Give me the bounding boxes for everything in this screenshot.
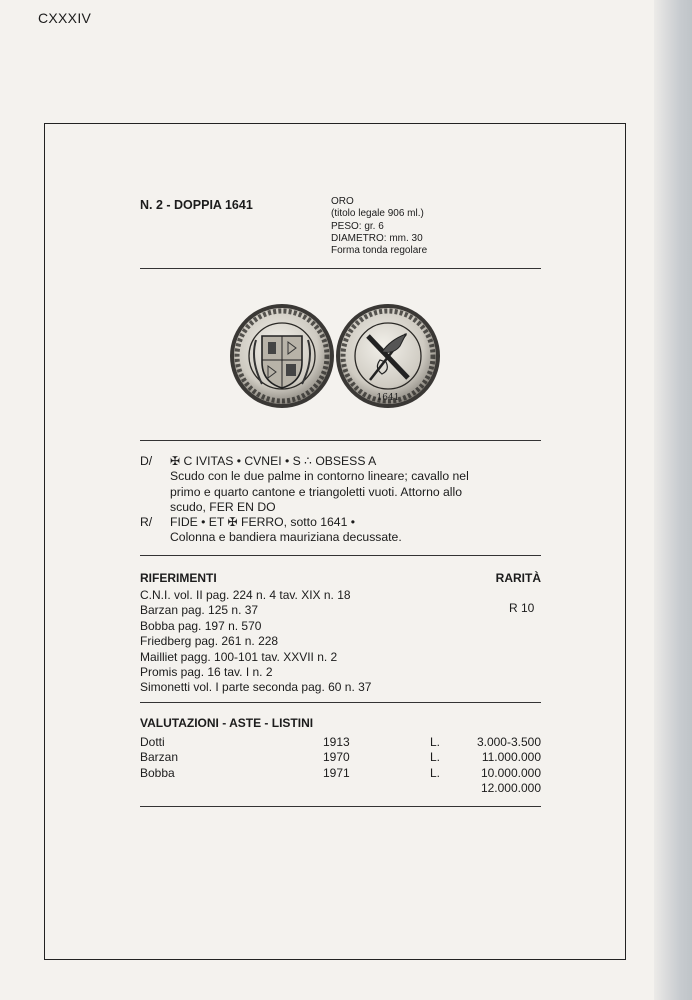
coin-reverse-column-flag-icon [336, 304, 440, 408]
references-title: RIFERIMENTI [140, 571, 217, 585]
spec-shape: Forma tonda regolare [331, 245, 428, 257]
spec-metal: ORO [331, 196, 354, 207]
valuation-row: Dotti 1913 L. 3.000-3.500 [140, 735, 541, 749]
spec-weight: PESO: gr. 6 [331, 220, 384, 232]
divider-references [140, 555, 541, 556]
page-edge-shadow [654, 0, 692, 1000]
svg-text:1641: 1641 [376, 393, 400, 403]
reference-item: Promis pag. 16 tav. I n. 2 [140, 665, 273, 680]
reference-item: Bobba pag. 197 n. 570 [140, 618, 262, 633]
valuation-row: Barzan 1970 L. 11.000.000 [140, 750, 541, 765]
reverse-inscription-a: FIDE • ET [170, 515, 225, 530]
coin-heading: N. 2 - DOPPIA 1641 [140, 198, 253, 212]
reference-item: C.N.I. vol. II pag. 224 n. 4 tav. XIX n. 18 [140, 588, 351, 602]
valuation-row: Bobba 1971 L. 10.000.000 [140, 765, 541, 780]
page-number: CXXXIV [38, 10, 92, 26]
reverse-description: Colonna e bandiera mauriziana decussate. [170, 530, 402, 545]
reference-item: Simonetti vol. I parte seconda pag. 60 n. 37 [140, 680, 372, 695]
coin-photos [230, 300, 440, 412]
reverse-mark: R/ [140, 515, 153, 530]
reverse-legend [140, 515, 541, 530]
reverse-inscription-b: FERRO, sotto 1641 • [241, 515, 356, 530]
reference-item: Mailliet pagg. 100-101 tav. XXVII n. 2 [140, 649, 338, 664]
coin-obverse-shield-icon [230, 304, 334, 408]
reference-item: Friedberg pag. 261 n. 228 [140, 634, 279, 649]
spec-fineness: (titolo legale 906 ml.) [331, 208, 424, 220]
valuations-table [140, 735, 541, 796]
spec-diameter: DIAMETRO: mm. 30 [331, 232, 423, 244]
legend-section [140, 454, 541, 546]
references-list [140, 588, 371, 696]
divider-valuations [140, 702, 541, 703]
rarity-title: RARITÀ [495, 571, 541, 585]
cross-icon: ✠ [170, 454, 181, 468]
divider-bottom [140, 806, 541, 807]
obverse-legend [140, 454, 541, 469]
rarity-value: R 10 [509, 601, 535, 615]
divider-legend [140, 440, 541, 441]
cross-icon: ✠ [227, 515, 238, 530]
obverse-inscription: C IVITAS • CVNEI • S ∴ OBSESS A [183, 454, 377, 468]
coin-specs [331, 196, 427, 257]
reference-item: Barzan pag. 125 n. 37 [140, 603, 259, 618]
references-header [140, 571, 541, 585]
divider-top [140, 268, 541, 269]
obverse-description: Scudo con le due palme in contorno lineare; cavallo nel primo e quarto cantone e triangoletti vuoti. Attorno allo scudo, FER EN DO [170, 469, 469, 514]
obverse-mark: D/ [140, 454, 153, 468]
valuations-title: VALUTAZIONI - ASTE - LISTINI [140, 716, 314, 730]
valuation-row: 12.000.000 [480, 780, 541, 795]
